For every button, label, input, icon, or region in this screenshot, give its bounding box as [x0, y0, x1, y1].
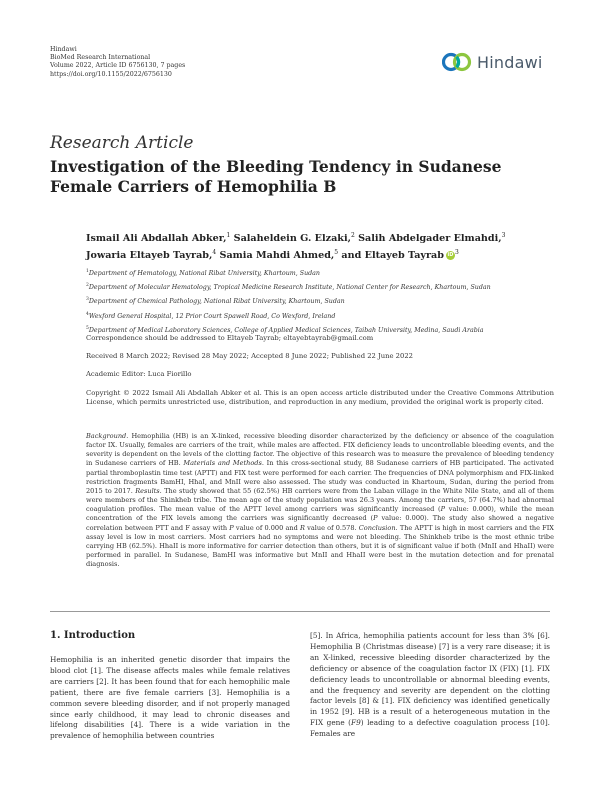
affil-ref: 1: [226, 232, 231, 239]
orcid-icon[interactable]: iD: [447, 252, 454, 259]
abstract-results: value: 0.000). The study also showed a negative correlation between PTT and F assay with: [86, 514, 554, 532]
journal-metadata: [50, 46, 185, 79]
author-name[interactable]: Salaheldein G. Elzaki,: [233, 233, 351, 245]
affil-text: Department of Molecular Hematology, Tropical Medicine Research Institute, National Center for Research, Khartoum, Sudan: [88, 284, 491, 292]
abstract-methods-label: Materials and Methods.: [183, 459, 264, 468]
affil-ref: 5: [334, 249, 339, 257]
affiliation-list: [86, 266, 556, 337]
abstract-results: The study showed that 55 (62.5%) HB carriers were from the Laban village in the White Nile State, and all of them were members of the Shinkheb tribe. The mean age of the study population was 26.3 years. Among the carriers, 57 (64.7%) had abnormal coagulation profiles. The mean value of the APTT level among carriers was significantly increased (: [86, 486, 554, 514]
affiliation-item: [86, 294, 556, 308]
stat-symbol: R: [300, 523, 305, 532]
academic-editor: Academic Editor: Luca Fiorillo: [86, 370, 192, 378]
logo-wordmark: Hindawi: [477, 52, 543, 72]
publisher-name: Hindawi: [50, 46, 77, 53]
abstract-conclusion-label: Conclusion.: [358, 523, 398, 532]
section-divider: [50, 611, 550, 612]
abstract-background: Hemophilia (HB) is an X-linked, recessive bleeding disorder characterized by the deficiency or absence of the coagulation factor IX. Usually, females are carriers of the trait, while males are affected. FIX deficiency leads to uncontrollable bleeding events, and the severity is dependent on the levels of the clotting factor. The objective of this research was to measure the prevalence of bleeding tendency in Sudanese carriers of HB.: [86, 432, 554, 468]
abstract-results: value of 0.000 and: [233, 523, 300, 532]
abstract-methods: In this cross-sectional study, 88 Sudanese carriers of HB participated. The activated partial thromboplastin time test (APTT) and FIX test were performed for each carrier. The frequencies of DNA polymorphism and FIX-linked restriction fragments BamHI, HhaI, and MnII were also assessed. The study was conducted in Khartoum, Sudan, during the period from 2015 to 2017.: [86, 459, 554, 495]
affil-ref: 4: [212, 249, 217, 257]
article-title: Investigation of the Bleeding Tendency in Sudanese Female Carriers of Hemophilia B: [50, 157, 502, 196]
author-name[interactable]: Jowaria Eltayeb Tayrab,: [86, 250, 213, 262]
affil-number: 4: [86, 311, 89, 317]
affil-text: Department of Medical Laboratory Sciences, College of Applied Medical Sciences, Taibah University, Medina, Saudi Arabia: [88, 326, 484, 334]
abstract-results: value of 0.578.: [304, 523, 359, 532]
journal-name: BioMed Research International: [50, 54, 151, 62]
intro-left-column: Hemophilia is an inherited genetic disorder that impairs the blood clot [1]. The disease affects males while female relatives are carriers [2]. It has been found that for each hemophilic male patient, there are five female carriers [3]. Hemophilia is a common severe bleeding disorder, and if not properly managed since early childhood, it may lead to chronic diseases and lifelong disabilities [4]. There is a wide variation in the prevalence of hemophilia between countries: [50, 655, 290, 741]
affil-text: Department of Chemical Pathology, National Ribat University, Khartoum, Sudan: [88, 298, 345, 306]
affil-number: 5: [86, 325, 89, 331]
author-name[interactable]: and Eltayeb Tayrab: [341, 250, 444, 262]
author-name[interactable]: Samia Mahdi Ahmed,: [219, 250, 335, 262]
article-type: Research Article: [50, 133, 194, 153]
affiliation-item: [86, 280, 556, 294]
copyright-notice: Copyright © 2022 Ismail Ali Abdallah Abker et al. This is an open access article distributed under the Creative Commons Attribution License, which permits unrestricted use, distribution, and reproduction in any medium, provided the original work is properly cited.: [86, 389, 554, 407]
hindawi-logo: [442, 48, 543, 76]
author-name[interactable]: Ismail Ali Abdallah Abker,: [86, 233, 227, 245]
affil-number: 1: [86, 269, 89, 274]
volume-line: Volume 2022, Article ID 6756130, 7 pages: [50, 62, 186, 70]
stat-symbol: P: [440, 505, 446, 514]
gene-name: F9: [351, 718, 361, 728]
affiliation-item: [86, 309, 556, 323]
intro-text: [5]. In Africa, hemophilia patients account for less than 3% [6]. Hemophilia B (Christmas disease) [7] is a very rare disease; it is an X-linked, recessive bleeding disorder characterized by the deficiency or absence of the coagulation factor IX (FIX) [1]. FIX deficiency leads to uncontrollable or abnormal bleeding events, and the frequency and severity are dependent on the clotting factor levels [8] & [1]. FIX deficiency was identified genetically in 1952 [9]. HB is a result of a heterogeneous mutation in the FIX gene (: [310, 631, 550, 728]
affil-ref: 3: [501, 232, 506, 239]
author-list: [86, 229, 546, 263]
affil-text: Department of Hematology, National Ribat University, Khartoum, Sudan: [88, 270, 320, 278]
affiliation-item: [86, 266, 556, 280]
stat-symbol: P: [229, 523, 234, 532]
affil-number: 2: [86, 283, 89, 289]
affil-text: Wexford General Hospital, 12 Prior Court Spawell Road, Co Wexford, Ireland: [88, 312, 336, 320]
hindawi-logo-icon: [442, 49, 472, 75]
intro-right-column: [310, 631, 550, 740]
stat-symbol: P: [373, 514, 378, 523]
affil-ref: 2: [350, 232, 355, 239]
abstract-background-label: Background.: [86, 432, 129, 440]
abstract-conclusion: The APTT is high in most carriers and the FIX assay level is low in most carriers. Most carriers had no symptoms and were not bleeding. The Shinkheb tribe is the most ethnic tribe carrying HB (62.5%). HhaII is more informative for carrier detection than others, but it is of significant value if both (MnII and HhaII) were performed in parallel. In Sudanese, BamHI was informative but MnII and HhaII were best in the mutation detection and for prenatal diagnosis.: [86, 523, 554, 569]
abstract-results-label: Results.: [135, 486, 162, 495]
abstract: [86, 432, 554, 569]
publication-dates: Received 8 March 2022; Revised 28 May 2022; Accepted 8 June 2022; Published 22 June 2022: [86, 352, 413, 360]
author-name[interactable]: Salih Abdelgader Elmahdi,: [358, 233, 502, 245]
affil-ref: 3: [454, 249, 459, 257]
section-heading: 1. Introduction: [50, 630, 136, 641]
intro-text: ) leading to a defective coagulation process [10]. Females are: [310, 718, 550, 739]
abstract-results: value: 0.000), while the mean concentration of the FIX levels among the carriers was significantly decreased (: [86, 505, 554, 523]
affil-number: 3: [86, 297, 89, 303]
doi-link[interactable]: https://doi.org/10.1155/2022/6756130: [50, 70, 172, 78]
correspondence: Correspondence should be addressed to Eltayeb Tayrab; eltayebtayrab@gmail.com: [86, 334, 374, 342]
